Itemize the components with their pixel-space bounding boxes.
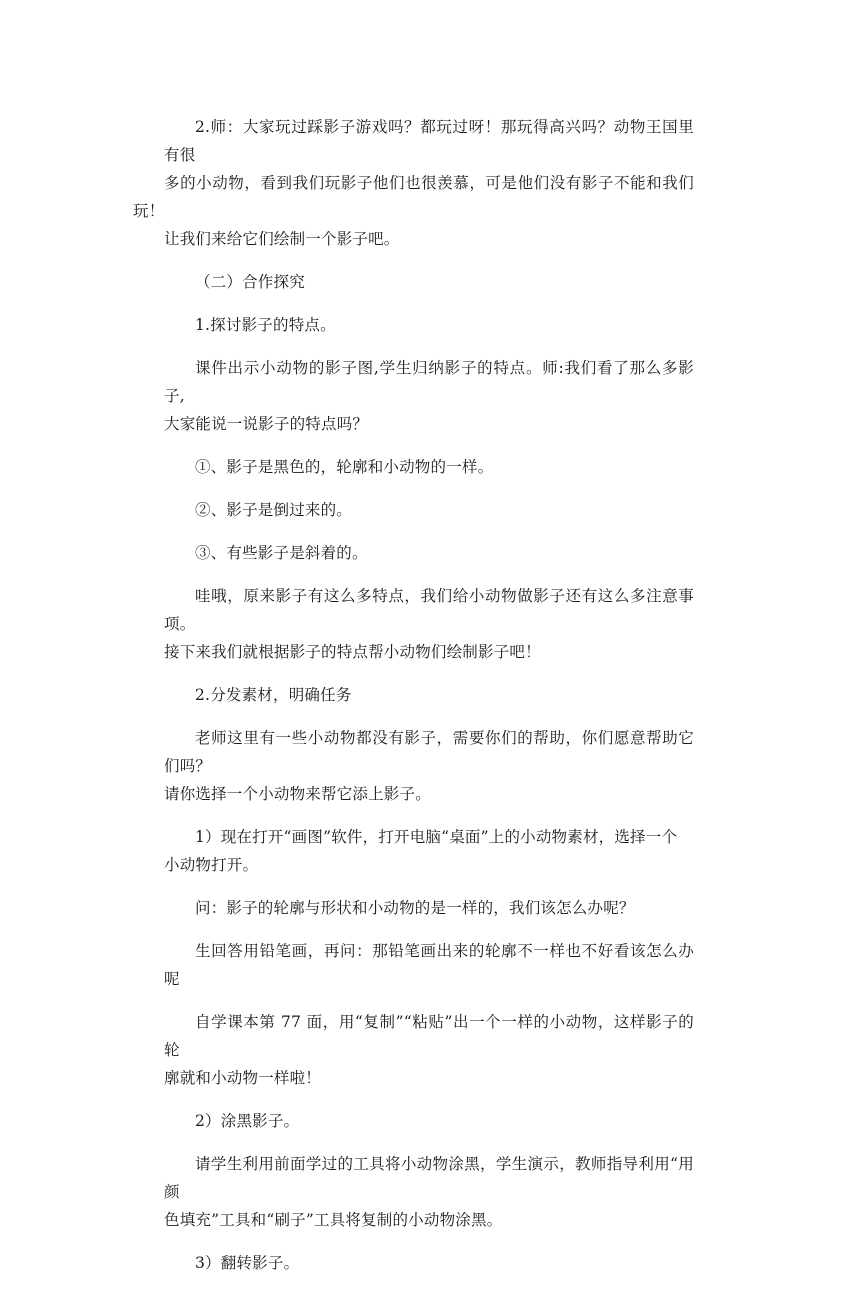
subheading-shadow-features bbox=[164, 311, 694, 339]
list-item-feature-1 bbox=[164, 453, 694, 481]
paragraph-line: 1.探讨影子的特点。 bbox=[195, 316, 336, 334]
paragraph-line: ③、有些影子是斜着的。 bbox=[195, 544, 368, 562]
paragraph-line: 2.师：大家玩过踩影子游戏吗？都玩过呀！那玩得高兴吗？动物王国里有很 bbox=[164, 118, 694, 164]
paragraph-teacher-request bbox=[164, 724, 694, 808]
paragraph-fill-instructions bbox=[164, 1150, 694, 1234]
paragraph-line: （二）合作探究 bbox=[195, 273, 305, 291]
paragraph-line: 老师这里有一些小动物都没有影子，需要你们的帮助，你们愿意帮助它们吗？ bbox=[164, 729, 694, 775]
paragraph-line: 多的小动物，看到我们玩影子他们也很羡慕，可是他们没有影子不能和我们玩！ bbox=[133, 174, 694, 220]
paragraph-self-study bbox=[164, 1008, 694, 1092]
paragraph-line: 哇哦，原来影子有这么多特点，我们给小动物做影子还有这么多注意事项。 bbox=[164, 587, 694, 633]
paragraph-line: 3）翻转影子。 bbox=[195, 1254, 300, 1272]
paragraph-courseware bbox=[164, 354, 694, 438]
paragraph-line: 请你选择一个小动物来帮它添上影子。 bbox=[164, 785, 431, 803]
paragraph-line: 廓就和小动物一样啦！ bbox=[164, 1069, 322, 1087]
paragraph-line: 请学生利用前面学过的工具将小动物涂黑，学生演示，教师指导利用“用颜 bbox=[164, 1155, 694, 1201]
paragraph-line: 色填充”工具和“刷子”工具将复制的小动物涂黑。 bbox=[164, 1211, 503, 1229]
paragraph-line: 小动物打开。 bbox=[164, 856, 259, 874]
list-item-feature-2 bbox=[164, 496, 694, 524]
step-open-paint bbox=[164, 823, 694, 879]
paragraph-line: 生回答用铅笔画，再问：那铅笔画出来的轮廓不一样也不好看该怎么办呢 bbox=[164, 942, 694, 988]
list-item-feature-3 bbox=[164, 539, 694, 567]
paragraph-line: 接下来我们就根据影子的特点帮小动物们绘制影子吧！ bbox=[164, 643, 541, 661]
step-fill-black bbox=[164, 1107, 694, 1135]
document-body bbox=[133, 113, 694, 1292]
paragraph-line: ②、影子是倒过来的。 bbox=[195, 501, 353, 519]
paragraph-line: 2）涂黑影子。 bbox=[195, 1112, 300, 1130]
paragraph-line: 让我们来给它们绘制一个影子吧。 bbox=[164, 230, 400, 248]
section-heading bbox=[164, 268, 694, 296]
paragraph-line: 1）现在打开“画图”软件，打开电脑“桌面”上的小动物素材，选择一个 bbox=[195, 828, 678, 846]
step-flip-shadow bbox=[164, 1249, 694, 1277]
paragraph-wow bbox=[164, 582, 694, 666]
paragraph-question bbox=[164, 894, 694, 922]
paragraph-student-answer bbox=[164, 937, 694, 993]
subheading-distribute bbox=[164, 681, 694, 709]
paragraph-line: 大家能说一说影子的特点吗？ bbox=[164, 415, 369, 433]
paragraph-line: 问：影子的轮廓与形状和小动物的是一样的，我们该怎么办呢？ bbox=[195, 899, 635, 917]
paragraph-line: 2.分发素材，明确任务 bbox=[195, 686, 352, 704]
paragraph-line: 自学课本第 77 面，用“复制”“粘贴”出一个一样的小动物，这样影子的轮 bbox=[164, 1013, 694, 1059]
paragraph-line: ①、影子是黑色的，轮廓和小动物的一样。 bbox=[195, 458, 494, 476]
paragraph-line: 课件出示小动物的影子图,学生归纳影子的特点。师:我们看了那么多影子, bbox=[164, 359, 694, 405]
paragraph-intro bbox=[133, 113, 694, 253]
